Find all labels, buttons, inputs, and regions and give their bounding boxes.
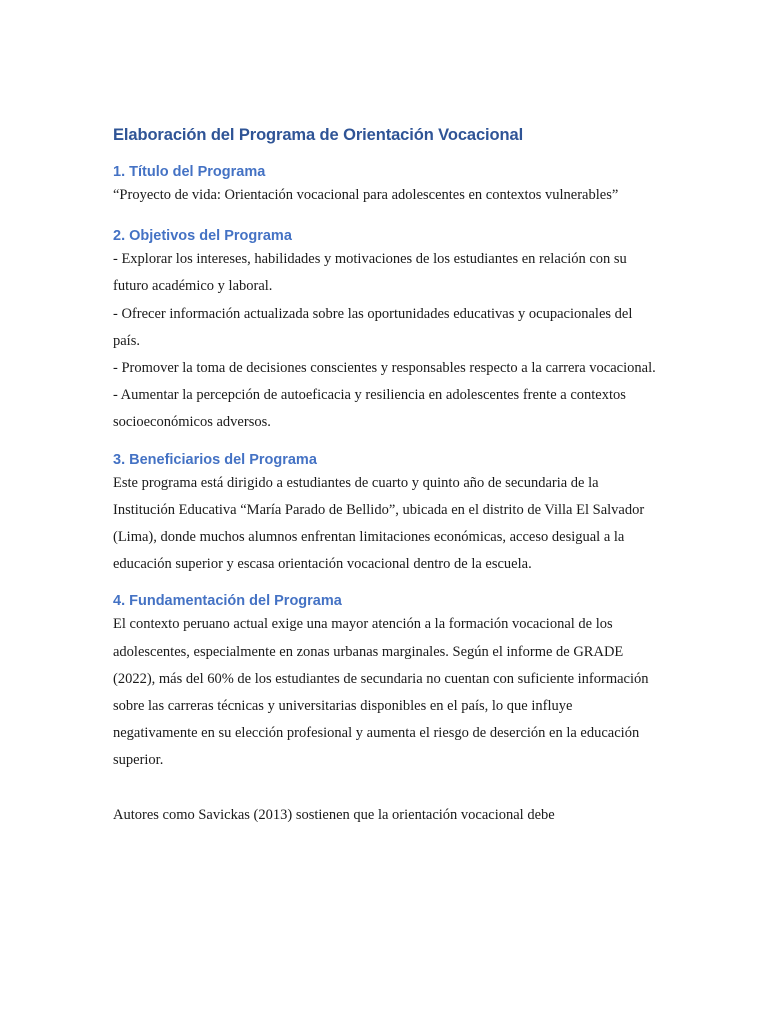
- section-body: Este programa está dirigido a estudiantes de cuarto y quinto año de secundaria de la Institución Educativa “María Parado de Bellido”, ubicada en el distrito de Villa El Salvador (Lima), donde muchos alumnos enfrentan limitaciones económicas, acceso desigual a la educación superior y escasa orientación vocacional dentro de la escuela.: [113, 474, 645, 573]
- objective-item: - Aumentar la percepción de autoeficacia y resiliencia en adolescentes frente a contextos socioeconómicos adversos.: [113, 387, 626, 431]
- document-title: Elaboración del Programa de Orientación Vocacional: [113, 126, 524, 144]
- section-rationale: [113, 591, 658, 828]
- document-content: [113, 123, 658, 842]
- section-body: El contexto peruano actual exige una mayor atención a la formación vocacional de los adolescentes, especialmente en zonas urbanas marginales. Según el informe de GRADE (2022), más del 60% de los estudiantes de secundaria no cuentan con suficiente información sobre las carreras técnicas y universitarias disponibles en el país, lo que influye negativamente en su elección profesional y aumenta el riesgo de deserción en la educación superior.: [113, 616, 649, 769]
- objective-item: - Ofrecer información actualizada sobre las oportunidades educativas y ocupacionales del país.: [113, 305, 633, 349]
- section-body-continued: Autores como Savickas (2013) sostienen que la orientación vocacional debe: [113, 806, 555, 823]
- section-beneficiaries: [113, 450, 658, 579]
- objective-item: - Promover la toma de decisiones conscientes y responsables respecto a la carrera vocacional.: [113, 360, 656, 377]
- section-objectives: [113, 226, 658, 436]
- objective-item: - Explorar los intereses, habilidades y motivaciones de los estudiantes en relación con su futuro académico y laboral.: [113, 251, 627, 295]
- section-heading: 3. Beneficiarios del Programa: [113, 451, 317, 468]
- section-heading: 4. Fundamentación del Programa: [113, 593, 342, 610]
- section-heading: 2. Objetivos del Programa: [113, 228, 292, 245]
- section-title: [113, 162, 658, 209]
- section-heading: 1. Título del Programa: [113, 164, 266, 180]
- section-body: “Proyecto de vida: Orientación vocacional para adolescentes en contextos vulnerables”: [113, 187, 619, 203]
